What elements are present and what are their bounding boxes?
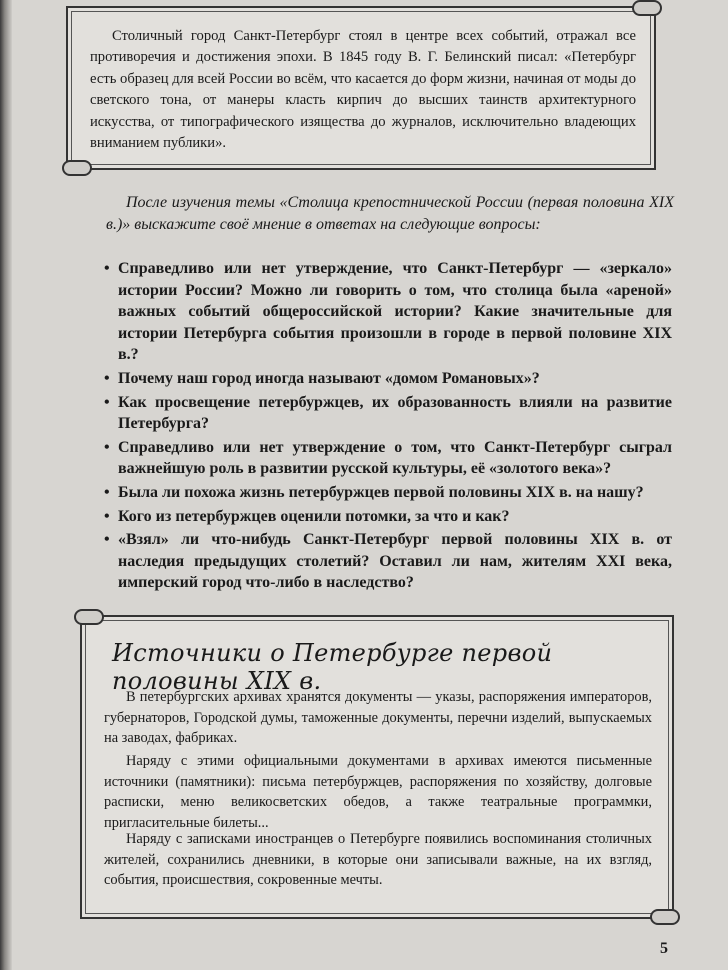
quote-scroll-box xyxy=(66,6,656,170)
belinsky-quote: Столичный город Санкт-Петербург стоял в центре всех событий, отражал все противоречия и достижения эпохи. В 1845 году В. Г. Белинский писал: «Петербург есть образец для всей России во всём, что касается до форм жизни, начиная от моды до светского тона, от манеры класть кирпич до высших таинств архитектурного искусства, от типографического изящества до журналов, исключительно владеющих вниманием публики». xyxy=(90,28,636,152)
sources-scroll-box xyxy=(80,615,674,919)
sources-paragraph: В петербургских архивах хранятся документы — указы, распоряжения императоров, губернаторов, Городской думы, таможенные документы, перечни изделий, выпускаемых на заводах, фабриках. xyxy=(104,689,652,747)
question-item: • Справедливо или нет утверждение, что Санкт-Петербург — «зеркало» истории России? Можно ли говорить о том, что столица была «ареной» важных событий общероссийской истории? Какие значительные для истории Петербурга события произошли в городе в первой половине XIX в.? xyxy=(104,260,672,364)
page-number: 5 xyxy=(660,940,668,957)
scroll-curl-icon xyxy=(650,909,680,925)
bullet-icon: • xyxy=(104,369,110,387)
bullet-icon: • xyxy=(104,507,110,525)
sources-title: Источники о Петербурге первой половины XIX в. xyxy=(112,639,553,695)
bullet-icon: • xyxy=(104,438,110,456)
question-item: • Как просвещение петербуржцев, их образованность влияли на развитие Петербурга? xyxy=(104,393,672,433)
bullet-icon: • xyxy=(104,483,110,501)
question-item: • Кого из петербуржцев оценили потомки, за что и как? xyxy=(104,506,672,528)
questions-intro: После изучения темы «Столица крепостнической России (первая половина XIX в.)» выскажите своё мнение в ответах на следующие вопросы: xyxy=(106,194,674,233)
scroll-curl-icon xyxy=(62,160,92,176)
question-item: • Справедливо или нет утверждение о том, что Санкт-Петербург сыграл важнейшую роль в развитии русской культуры, её «золотого века»? xyxy=(104,438,672,478)
scroll-curl-icon xyxy=(632,0,662,16)
question-item: • Почему наш город иногда называют «домом Романовых»? xyxy=(104,368,672,390)
bullet-icon: • xyxy=(104,531,110,549)
question-item: • «Взял» ли что-нибудь Санкт-Петербург первой половины XIX в. от наследия предыдущих столетий? Оставил ли нам, жителям XXI века, имперский город что-либо в наследство? xyxy=(104,531,672,592)
bullet-icon: • xyxy=(104,393,110,411)
bullet-icon: • xyxy=(104,260,110,277)
question-list xyxy=(104,258,672,596)
question-item: • Была ли похожа жизнь петербуржцев первой половины XIX в. на нашу? xyxy=(104,482,672,504)
sources-paragraph: Наряду с записками иностранцев о Петербурге появились воспоминания столичных жителей, сохранились дневники, в которые они записывали важные, на их взгляд, события, происшествия, сокровенные мечты. xyxy=(104,831,652,889)
page-binding-edge xyxy=(0,0,12,970)
scroll-curl-icon xyxy=(74,609,104,625)
sources-paragraph: Наряду с этими официальными документами в архивах имеются письменные источники (памятники): письма петербуржцев, распоряжения по хозяйству, долговые расписки, меню великосветских обедов, а также театральные программки, пригласительные билеты... xyxy=(104,753,652,831)
